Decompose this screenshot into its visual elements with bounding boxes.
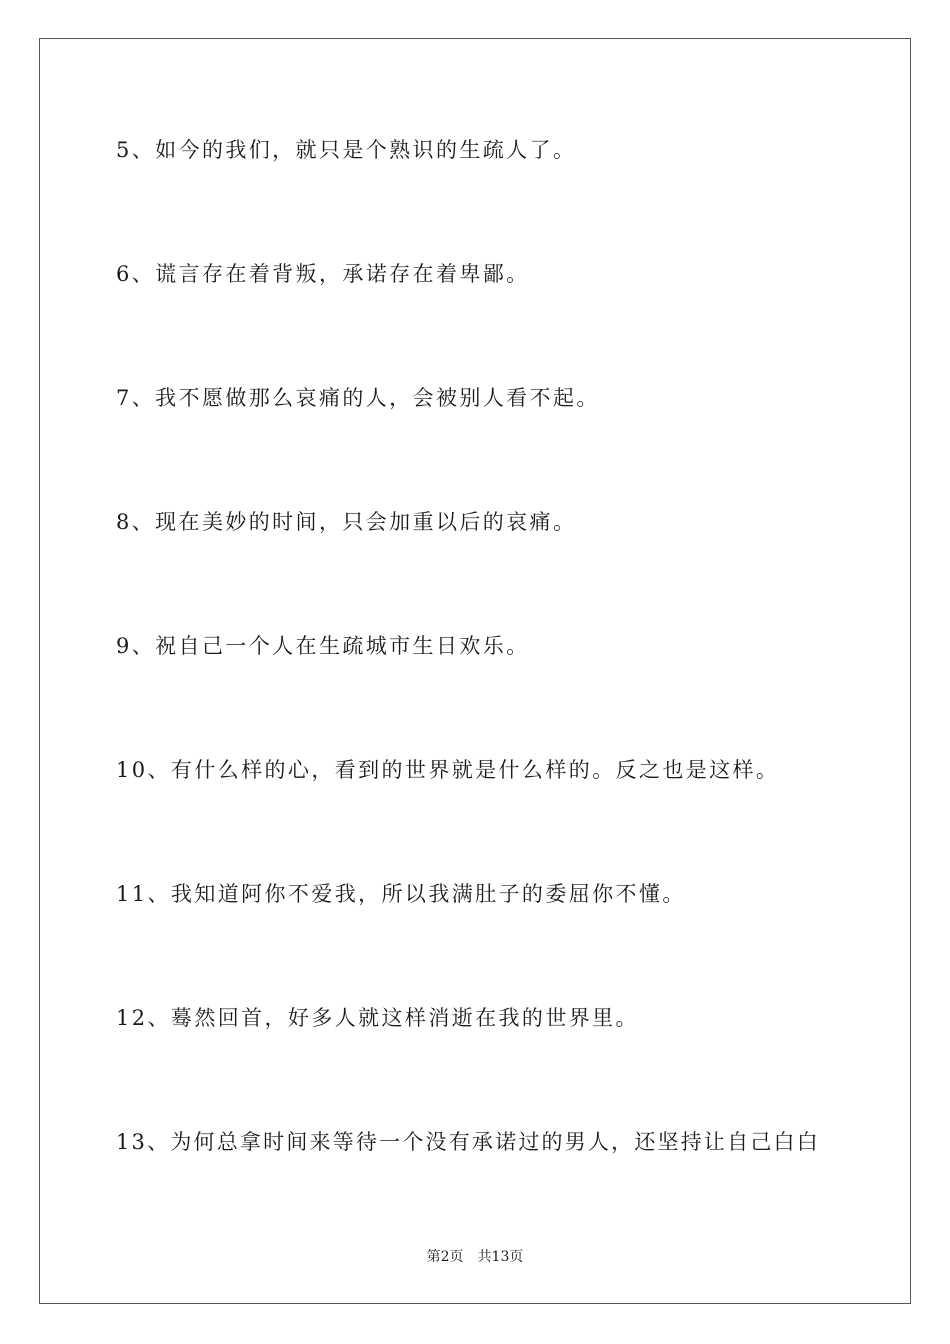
text-line: 7、我不愿做那么哀痛的人，会被别人看不起。 — [116, 386, 600, 410]
text-line: 8、现在美妙的时间，只会加重以后的哀痛。 — [116, 510, 577, 534]
text-line: 9、祝自己一个人在生疏城市生日欢乐。 — [116, 634, 530, 658]
text-line: 12、蓦然回首，好多人就这样消逝在我的世界里。 — [116, 1006, 639, 1030]
total-pages: 共13页 — [477, 1249, 524, 1265]
page-number: 第2页 — [426, 1249, 464, 1265]
text-line: 11、我知道阿你不爱我，所以我满肚子的委屈你不懂。 — [116, 882, 686, 906]
page-footer — [0, 1248, 950, 1266]
text-line: 13、为何总拿时间来等待一个没有承诺过的男人，还坚持让自己白白 — [116, 1130, 820, 1154]
text-line: 6、谎言存在着背叛，承诺存在着卑鄙。 — [116, 262, 530, 286]
text-line: 10、有什么样的心，看到的世界就是什么样的。反之也是这样。 — [116, 758, 780, 782]
page-border — [39, 38, 911, 1304]
text-line: 5、如今的我们，就只是个熟识的生疏人了。 — [116, 138, 577, 162]
